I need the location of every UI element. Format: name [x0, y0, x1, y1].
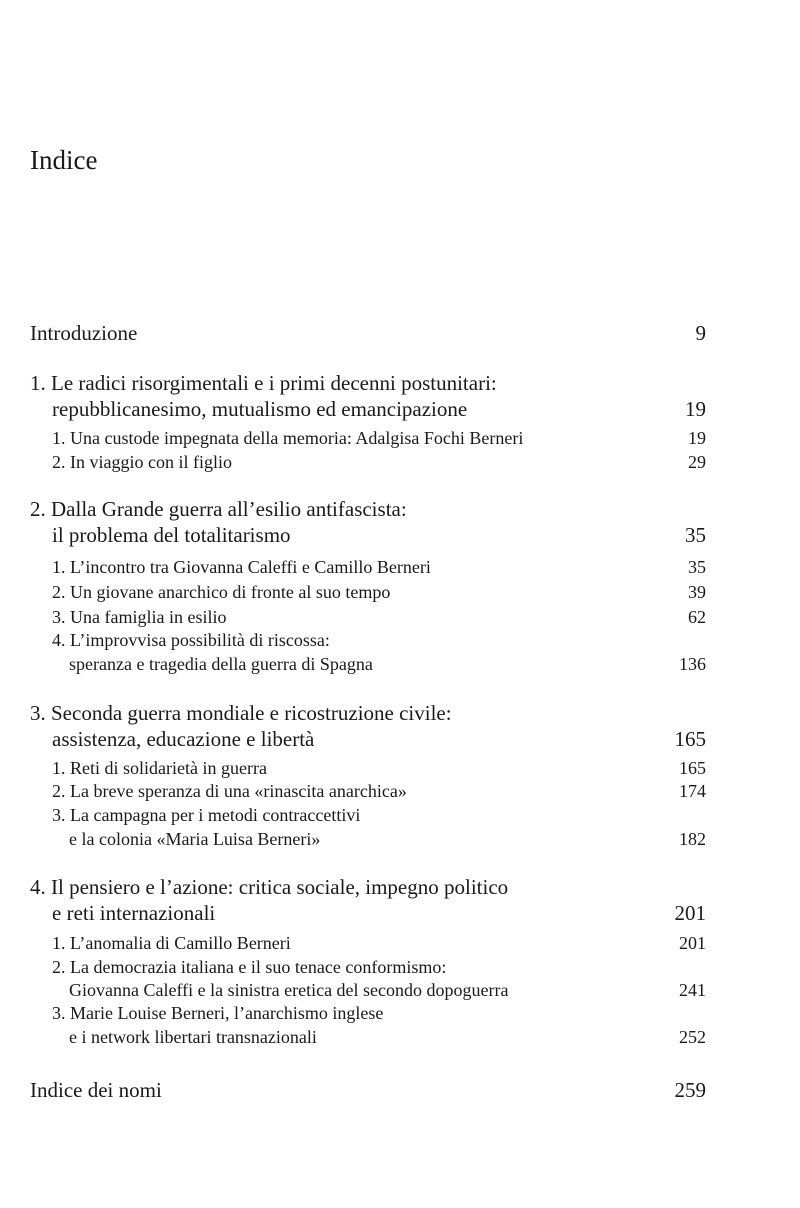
- chapter-1-heading-cont: repubblicanesimo, mutualismo ed emancipazione: [52, 397, 468, 421]
- page-number: 201: [679, 933, 706, 953]
- page-number: 241: [679, 980, 706, 1000]
- section-1-1: 1. Una custode impegnata della memoria: Adalgisa Fochi Berneri: [52, 428, 524, 448]
- section-4-3: 3. Marie Louise Berneri, l’anarchismo inglese: [52, 1003, 384, 1023]
- page-number: 29: [688, 452, 706, 472]
- page-number: 19: [688, 428, 706, 448]
- page-number: 136: [679, 654, 706, 674]
- section-2-2: 2. Un giovane anarchico di fronte al suo tempo: [52, 582, 391, 602]
- page-title: Indice: [30, 145, 98, 175]
- chapter-4-heading: 4. Il pensiero e l’azione: critica sociale, impegno politico: [30, 875, 509, 899]
- page-number: 62: [688, 607, 706, 627]
- toc-entry-introduction: Introduzione: [30, 321, 138, 345]
- section-2-1: 1. L’incontro tra Giovanna Caleffi e Camillo Berneri: [52, 557, 431, 577]
- page-number: 165: [679, 758, 706, 778]
- toc-entry-name-index: Indice dei nomi: [30, 1078, 162, 1102]
- chapter-3-heading: 3. Seconda guerra mondiale e ricostruzione civile:: [30, 701, 452, 725]
- page-number: 201: [674, 901, 706, 925]
- section-3-3: 3. La campagna per i metodi contraccettivi: [52, 805, 361, 825]
- page-number: 39: [688, 582, 706, 602]
- chapter-1-heading: 1. Le radici risorgimentali e i primi decenni postunitari:: [30, 371, 497, 395]
- page-number: 19: [685, 397, 706, 421]
- section-3-1: 1. Reti di solidarietà in guerra: [52, 758, 267, 778]
- section-4-2-cont: Giovanna Caleffi e la sinistra eretica del secondo dopoguerra: [69, 980, 509, 1000]
- page-number: 182: [679, 829, 706, 849]
- page-number: 35: [685, 523, 706, 547]
- section-1-2: 2. In viaggio con il figlio: [52, 452, 232, 472]
- page-number: 35: [688, 557, 706, 577]
- chapter-2-heading-cont: il problema del totalitarismo: [52, 523, 291, 547]
- chapter-2-heading: 2. Dalla Grande guerra all’esilio antifascista:: [30, 497, 407, 521]
- page-number: 165: [674, 727, 706, 751]
- page-number: 9: [695, 321, 706, 345]
- section-2-4: 4. L’improvvisa possibilità di riscossa:: [52, 630, 330, 650]
- section-4-1: 1. L’anomalia di Camillo Berneri: [52, 933, 291, 953]
- chapter-4-heading-cont: e reti internazionali: [52, 901, 216, 925]
- chapter-3-heading-cont: assistenza, educazione e libertà: [52, 727, 315, 751]
- section-2-3: 3. Una famiglia in esilio: [52, 607, 227, 627]
- section-3-2: 2. La breve speranza di una «rinascita anarchica»: [52, 781, 407, 801]
- section-4-2: 2. La democrazia italiana e il suo tenace conformismo:: [52, 957, 447, 977]
- page-number: 174: [679, 781, 706, 801]
- page-number: 252: [679, 1027, 706, 1047]
- section-4-3-cont: e i network libertari transnazionali: [69, 1027, 317, 1047]
- section-2-4-cont: speranza e tragedia della guerra di Spagna: [69, 654, 373, 674]
- page-number: 259: [674, 1078, 706, 1102]
- section-3-3-cont: e la colonia «Maria Luisa Berneri»: [69, 829, 321, 849]
